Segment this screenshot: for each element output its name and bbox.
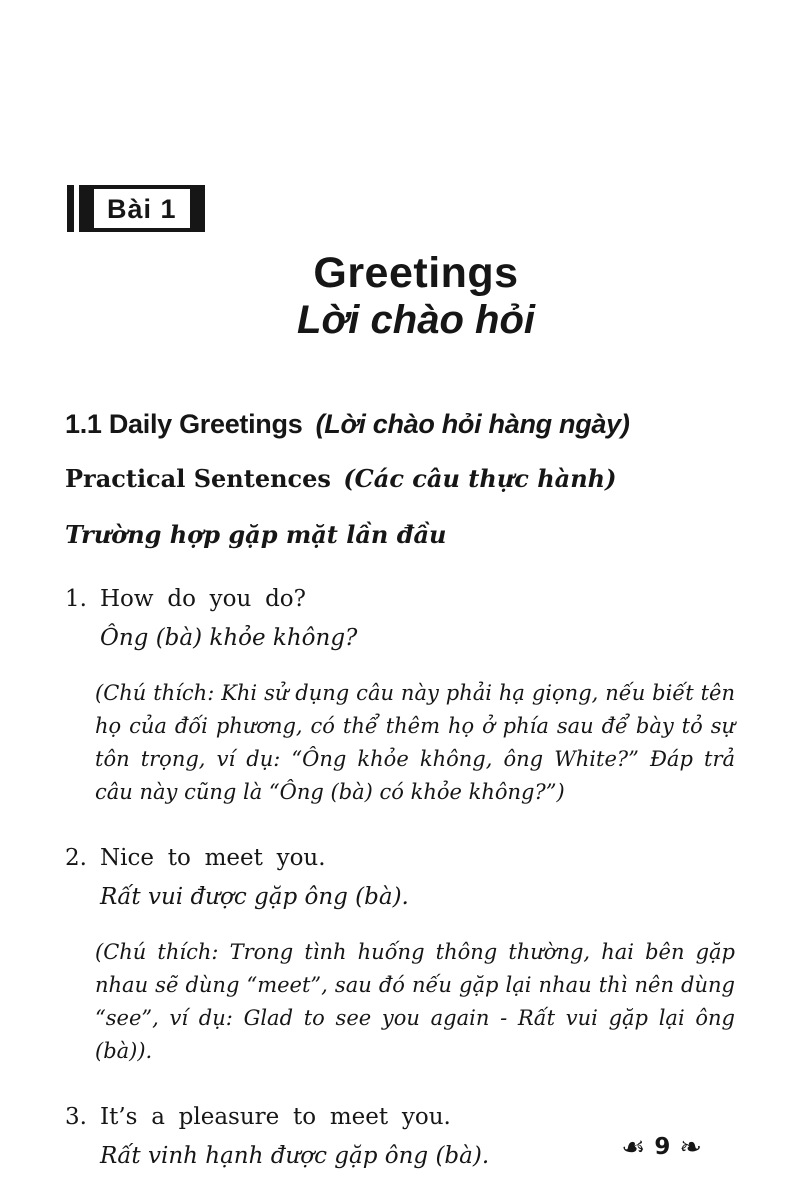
item-sentence-row <box>65 1102 735 1132</box>
item-note: (Chú thích: Khi sử dụng câu này phải hạ giọng, nếu biết tên họ của đối phương, có thể thêm họ ở phía sau để bày tỏ sự tôn trọng, ví dụ: “Ông khỏe không, ông White?” Đáp trả câu này cũng là “Ông (bà) có khỏe không?”) <box>95 681 735 804</box>
vietnamese-translation: Rất vui được gặp ông (bà). <box>100 884 409 910</box>
section-heading-main: 1.1 Daily Greetings <box>65 409 303 439</box>
practical-heading-main: Practical Sentences <box>65 464 331 493</box>
title-block <box>97 249 735 344</box>
item-number: 1. <box>65 586 87 612</box>
item-number: 2. <box>65 845 87 871</box>
practical-heading-translation: (Các câu thực hành) <box>343 464 617 493</box>
situation-heading: Trường hợp gặp mặt lần đầu <box>65 520 447 549</box>
badge-outer-bar <box>67 185 74 232</box>
section-heading-translation: (Lời chào hỏi hàng ngày) <box>315 409 630 439</box>
list-item <box>65 843 735 1068</box>
list-item <box>65 584 735 809</box>
vietnamese-translation: Rất vinh hạnh được gặp ông (bà). <box>100 1143 490 1169</box>
fleuron-left-icon: ☙ <box>621 1132 646 1163</box>
badge-box <box>79 185 205 232</box>
page-footer <box>621 1134 702 1161</box>
english-sentence: It’s a pleasure to meet you. <box>100 1104 451 1130</box>
item-sentence-row <box>65 843 735 873</box>
item-sentence-row <box>65 584 735 614</box>
lesson-badge-label: Bài 1 <box>107 194 177 224</box>
vietnamese-translation: Ông (bà) khỏe không? <box>100 625 358 651</box>
lesson-badge <box>67 185 205 232</box>
page-number: 9 <box>654 1134 671 1160</box>
item-note: (Chú thích: Trong tình huống thông thường, hai bên gặp nhau sẽ dùng “meet”, sau đó nếu gặp lại nhau thì nên dùng “see”, ví dụ: Glad to see you again - Rất vui gặp lại ông (bà)). <box>95 940 735 1063</box>
badge-left-bar <box>83 189 94 228</box>
section-heading <box>65 408 735 440</box>
english-sentence: How do you do? <box>100 586 306 612</box>
page-title-vietnamese: Lời chào hỏi <box>297 298 535 342</box>
english-sentence: Nice to meet you. <box>100 845 326 871</box>
item-number: 3. <box>65 1104 87 1130</box>
fleuron-right-icon: ❧ <box>679 1132 702 1163</box>
practical-sentences-heading <box>65 464 735 494</box>
badge-right-bar <box>190 189 201 228</box>
page-title: Greetings <box>313 249 519 297</box>
